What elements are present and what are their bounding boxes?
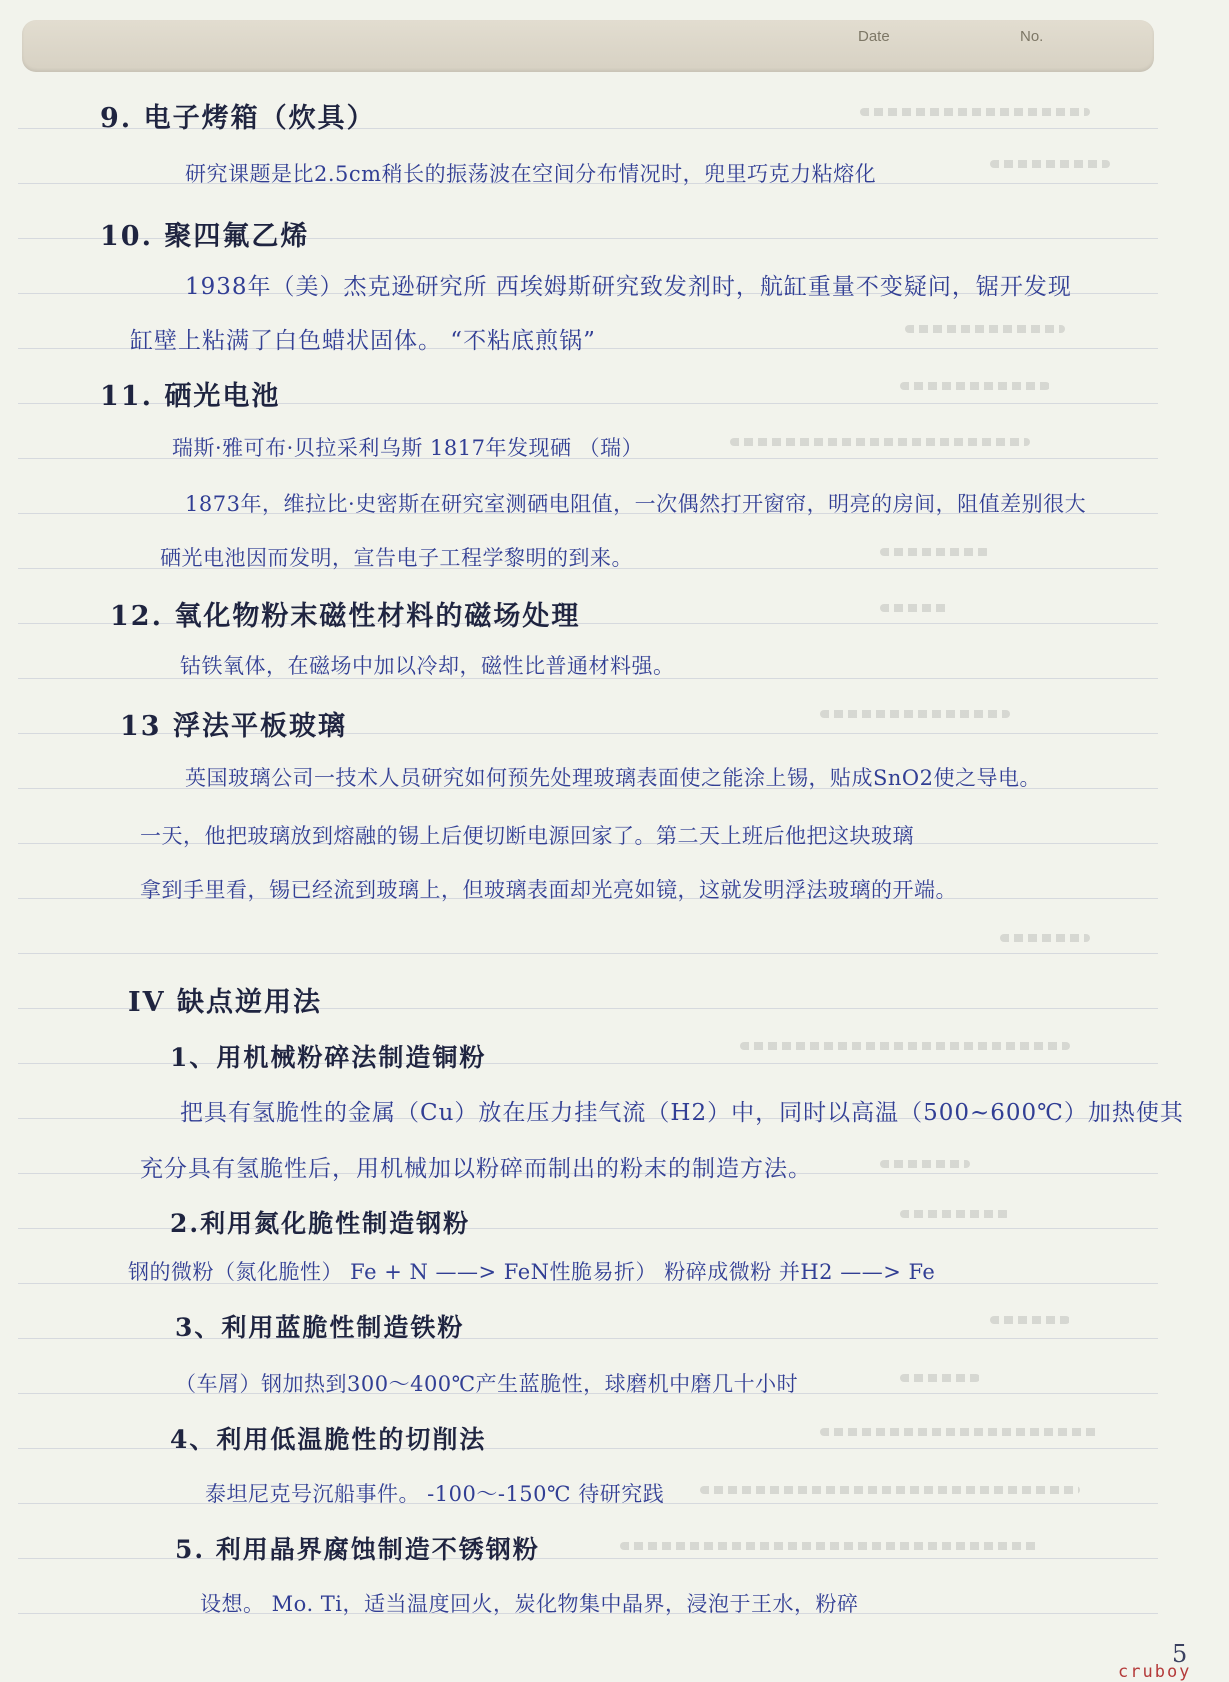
item-title: 1、用机械粉碎法制造铜粉 bbox=[170, 1043, 487, 1072]
bleed-through-mark bbox=[860, 108, 1090, 116]
section-text-line: 一天，他把玻璃放到熔融的锡上后便切断电源回家了。第二天上班后他把这块玻璃 bbox=[140, 824, 914, 848]
rule-line bbox=[18, 953, 1158, 954]
section-text-line: 1938年（美）杰克逊研究所 西埃姆斯研究致发剂时，航缸重量不变疑问，锯开发现 bbox=[185, 274, 1072, 300]
item-title: 5. 利用晶界腐蚀制造不锈钢粉 bbox=[175, 1535, 540, 1564]
section-text-line: 1873年，维拉比·史密斯在研究室测硒电阻值，一次偶然打开窗帘，明亮的房间，阻值差别很大 bbox=[185, 492, 1087, 516]
header-band bbox=[22, 20, 1154, 72]
item-title: 4、利用低温脆性的切削法 bbox=[170, 1425, 487, 1454]
number-label: No. bbox=[1020, 28, 1044, 45]
item-text-line: （车屑）钢加热到300～400℃产生蓝脆性，球磨机中磨几十小时 bbox=[175, 1372, 799, 1396]
section-text-line: 瑞斯·雅可布·贝拉采利乌斯 1817年发现硒 （瑞） bbox=[172, 436, 644, 460]
part-heading: IV 缺点逆用法 bbox=[128, 987, 322, 1018]
section-heading: 11. 硒光电池 bbox=[100, 381, 281, 412]
watermark: cruboy bbox=[1118, 1662, 1192, 1682]
section-text-line: 缸壁上粘满了白色蜡状固体。 “不粘底煎锅” bbox=[130, 328, 596, 354]
item-title: 3、利用蓝脆性制造铁粉 bbox=[175, 1313, 465, 1342]
bleed-through-mark bbox=[900, 382, 1050, 390]
bleed-through-mark bbox=[730, 438, 1030, 446]
bleed-through-mark bbox=[880, 604, 950, 612]
bleed-through-mark bbox=[905, 325, 1065, 333]
item-text-line: 把具有氢脆性的金属（Cu）放在压力挂气流（H2）中，同时以高温（500~600℃）加热使其 bbox=[180, 1100, 1184, 1126]
item-text-line: 设想。 Mo. Ti，适当温度回火，炭化物集中晶界，浸泡于王水，粉碎 bbox=[200, 1592, 859, 1616]
bleed-through-mark bbox=[620, 1542, 1040, 1550]
date-label: Date bbox=[858, 28, 890, 45]
section-heading: 13 浮法平板玻璃 bbox=[120, 711, 347, 742]
section-text-line: 拿到手里看，锡已经流到玻璃上，但玻璃表面却光亮如镜，这就发明浮法玻璃的开端。 bbox=[140, 878, 957, 902]
bleed-through-mark bbox=[900, 1374, 980, 1382]
bleed-through-mark bbox=[880, 1160, 970, 1168]
bleed-through-mark bbox=[820, 710, 1010, 718]
item-text-line: 充分具有氢脆性后，用机械加以粉碎而制出的粉末的制造方法。 bbox=[140, 1156, 812, 1182]
section-text-line: 英国玻璃公司一技术人员研究如何预先处理玻璃表面使之能涂上锡，贴成SnO2使之导电。 bbox=[185, 766, 1041, 790]
section-heading: 10. 聚四氟乙烯 bbox=[100, 221, 310, 252]
bleed-through-mark bbox=[880, 548, 990, 556]
bleed-through-mark bbox=[900, 1210, 1010, 1218]
bleed-through-mark bbox=[740, 1042, 1070, 1050]
bleed-through-mark bbox=[820, 1428, 1100, 1436]
page-number: 5 bbox=[1172, 1640, 1188, 1668]
section-text-line: 硒光电池因而发明，宣告电子工程学黎明的到来。 bbox=[160, 546, 633, 570]
item-text-line: 钢的微粉（氮化脆性） Fe + N ——> FeN性脆易折） 粉碎成微粉 并H2 ——> Fe bbox=[128, 1260, 936, 1284]
bleed-through-mark bbox=[990, 1316, 1070, 1324]
section-heading: 12. 氧化物粉末磁性材料的磁场处理 bbox=[110, 601, 581, 632]
item-title: 2.利用氮化脆性制造钢粉 bbox=[170, 1209, 471, 1238]
section-text-line: 研究课题是比2.5cm稍长的振荡波在空间分布情况时，兜里巧克力粘熔化 bbox=[185, 162, 877, 186]
item-text-line: 泰坦尼克号沉船事件。 -100～-150℃ 待研究践 bbox=[205, 1482, 665, 1506]
bleed-through-mark bbox=[1000, 934, 1090, 942]
bleed-through-mark bbox=[700, 1486, 1080, 1494]
bleed-through-mark bbox=[990, 160, 1110, 168]
section-text-line: 钴铁氧体，在磁场中加以冷却，磁性比普通材料强。 bbox=[180, 654, 675, 678]
section-heading: 9. 电子烤箱（炊具） bbox=[100, 103, 376, 134]
